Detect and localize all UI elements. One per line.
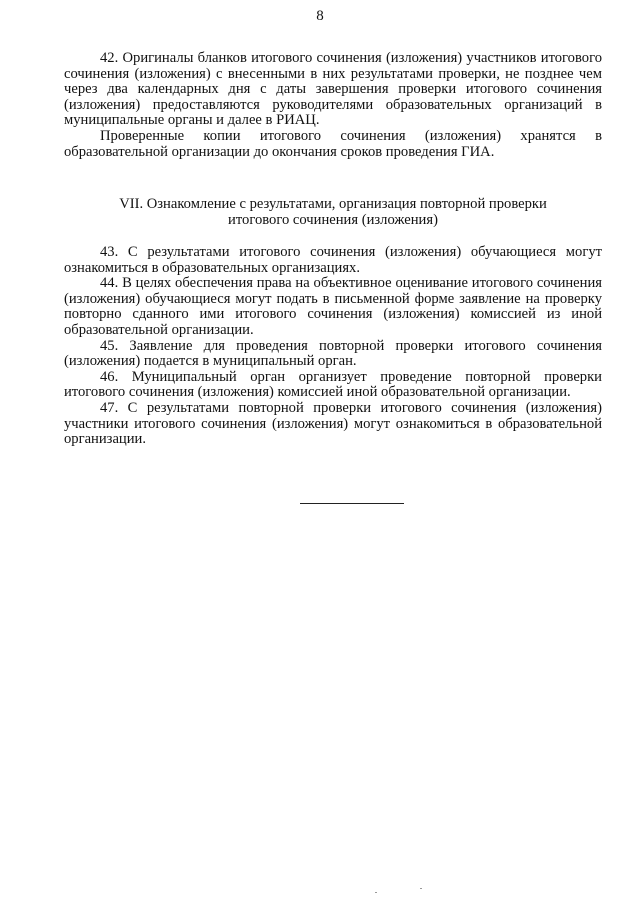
- section-review-procedure: [64, 245, 602, 448]
- scan-artifact: [375, 892, 377, 893]
- paragraph-43: 43. С результатами итогового сочинения (изложения) обучающиеся могут ознакомиться в образовательных организациях.: [64, 244, 602, 276]
- paragraph-42: 42. Оригиналы бланков итогового сочинения (изложения) участников итогового сочинения (изложения) с внесенными в них результатами проверки, не позднее чем через два календарных дня с даты завершения проверки итогового сочинения (изложения) предоставляются руководителями образовательных организаций в муниципальные органы и далее в РИАЦ.: [64, 50, 602, 129]
- heading-line-1: VII. Ознакомление с результатами, организация повторной проверки: [119, 196, 547, 212]
- paragraph-45: 45. Заявление для проведения повторной проверки итогового сочинения (изложения) подается в муниципальный орган.: [64, 337, 602, 370]
- page-number: 8: [316, 8, 324, 24]
- paragraph-46: 46. Муниципальный орган организует проведение повторной проверки итогового сочинения (изложения) комиссией иной образовательной организации.: [64, 368, 602, 401]
- section-heading: [64, 196, 602, 228]
- paragraph-44: 44. В целях обеспечения права на объективное оценивание итогового сочинения (изложения) обучающиеся могут подать в письменной форме заявление на проверку повторно сданного ими итогового сочинения (изложения) комиссией из иной образовательной организации.: [64, 275, 602, 338]
- paragraph-copies-storage: Проверенные копии итогового сочинения (изложения) хранятся в образовательной организации до окончания сроков проведения ГИА.: [64, 127, 602, 160]
- paragraph-47: 47. С результатами повторной проверки итогового сочинения (изложения) участники итогового сочинения (изложения) могут ознакомиться в образовательной организации.: [64, 399, 602, 448]
- end-divider-line: [300, 503, 404, 504]
- section-results-storage: [64, 51, 602, 160]
- scan-artifact: [420, 888, 422, 889]
- heading-line-2: итогового сочинения (изложения): [228, 212, 438, 228]
